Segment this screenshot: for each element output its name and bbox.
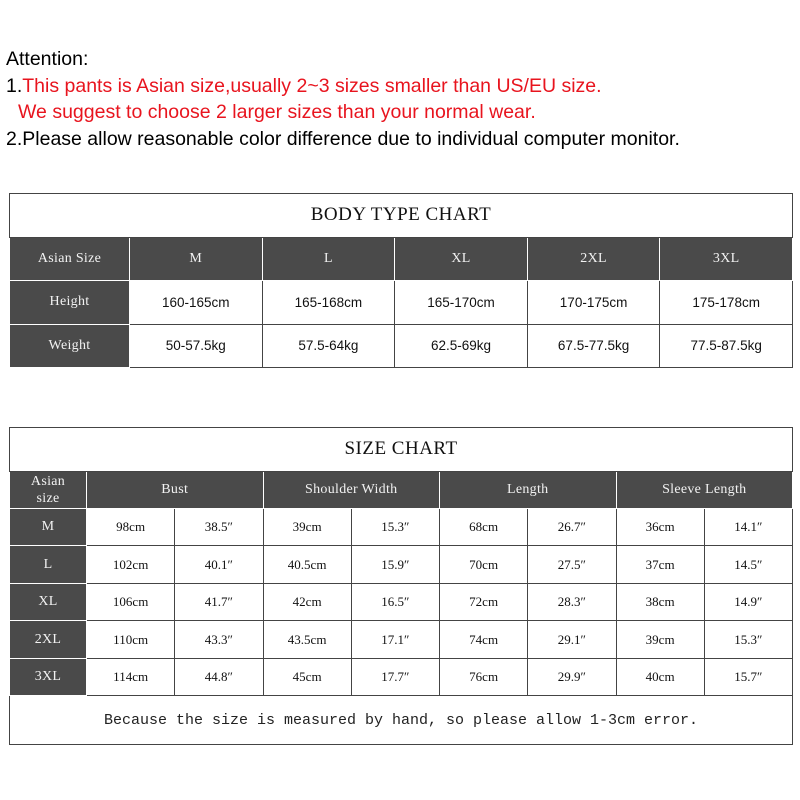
table-cell: 76cm [440,658,528,695]
table-cell: 74cm [440,621,528,658]
size-chart [9,427,793,745]
table-cell: 98cm [87,509,175,546]
table-cell: 57.5-64kg [262,324,395,368]
table-row [10,509,793,546]
body-chart-header-m: M [130,237,263,281]
table-cell: 17.7″ [351,658,439,695]
table-cell: 36cm [616,509,704,546]
table-cell: 37cm [616,546,704,583]
size-header-line-1: Asian [30,473,66,489]
table-cell: 114cm [87,658,175,695]
body-chart-row-weight [10,324,793,368]
table-cell: 110cm [87,621,175,658]
table-cell: 70cm [440,546,528,583]
table-cell: 27.5″ [528,546,616,583]
table-cell: 14.1″ [704,509,792,546]
attention-line-1-text: This pants is Asian size,usually 2~3 sizes smaller than US/EU size. [22,74,602,97]
attention-line-1-number: 1. [6,74,23,97]
size-chart-header-length: Length [440,471,617,508]
table-cell: 14.9″ [704,583,792,620]
table-cell: 102cm [87,546,175,583]
table-cell: 77.5-87.5kg [660,324,793,368]
attention-line-2: We suggest to choose 2 larger sizes than your normal wear. [18,101,536,123]
table-cell: 62.5-69kg [395,324,528,368]
table-cell: 44.8″ [175,658,263,695]
table-cell: 106cm [87,583,175,620]
table-cell: 42cm [263,583,351,620]
table-cell: 43.5cm [263,621,351,658]
attention-line-1 [6,73,796,100]
table-cell: 72cm [440,583,528,620]
body-chart-title: BODY TYPE CHART [10,194,793,238]
table-cell: 38.5″ [175,509,263,546]
row-label: 2XL [10,621,87,658]
size-header-line-2: size [36,490,60,506]
table-row [10,583,793,620]
row-label: M [10,509,87,546]
table-cell: 40.1″ [175,546,263,583]
attention-line-3: 2.Please allow reasonable color difference due to individual computer monitor. [6,127,680,150]
body-chart-header-3xl: 3XL [660,237,793,281]
table-row [10,621,793,658]
table-cell: 40.5cm [263,546,351,583]
table-cell: 43.3″ [175,621,263,658]
size-chart-header-shoulder-width: Shoulder Width [263,471,440,508]
attention-heading: Attention: [6,48,89,70]
body-chart-header-2xl: 2XL [527,237,660,281]
table-cell: 15.7″ [704,658,792,695]
body-type-chart [9,193,793,368]
table-cell: 165-170cm [395,281,528,325]
table-cell: 160-165cm [130,281,263,325]
table-cell: 17.1″ [351,621,439,658]
table-cell: 45cm [263,658,351,695]
table-cell: 15.3″ [704,621,792,658]
table-cell: 68cm [440,509,528,546]
size-chart-header-bust: Bust [87,471,264,508]
body-chart-header-l: L [262,237,395,281]
table-row [10,546,793,583]
row-label: Weight [10,324,130,368]
table-cell: 40cm [616,658,704,695]
table-cell: 165-168cm [262,281,395,325]
size-chart-title: SIZE CHART [10,428,793,472]
table-cell: 38cm [616,583,704,620]
table-cell: 15.3″ [351,509,439,546]
body-chart-row-height [10,281,793,325]
table-cell: 41.7″ [175,583,263,620]
table-cell: 39cm [616,621,704,658]
table-cell: 175-178cm [660,281,793,325]
table-cell: 67.5-77.5kg [527,324,660,368]
table-cell: 16.5″ [351,583,439,620]
table-cell: 50-57.5kg [130,324,263,368]
table-cell: 39cm [263,509,351,546]
body-chart-header-size: Asian Size [10,237,130,281]
body-chart-header-xl: XL [395,237,528,281]
table-cell: 29.9″ [528,658,616,695]
size-chart-header-sleeve-length: Sleeve Length [616,471,793,508]
row-label: 3XL [10,658,87,695]
attention-notice [6,46,796,152]
measurement-note: Because the size is measured by hand, so please allow 1-3cm error. [10,696,793,745]
table-cell: 15.9″ [351,546,439,583]
table-row [10,658,793,695]
table-cell: 28.3″ [528,583,616,620]
table-cell: 170-175cm [527,281,660,325]
row-label: Height [10,281,130,325]
table-cell: 29.1″ [528,621,616,658]
table-cell: 14.5″ [704,546,792,583]
size-chart-header-size [10,471,87,508]
row-label: L [10,546,87,583]
table-cell: 26.7″ [528,509,616,546]
row-label: XL [10,583,87,620]
